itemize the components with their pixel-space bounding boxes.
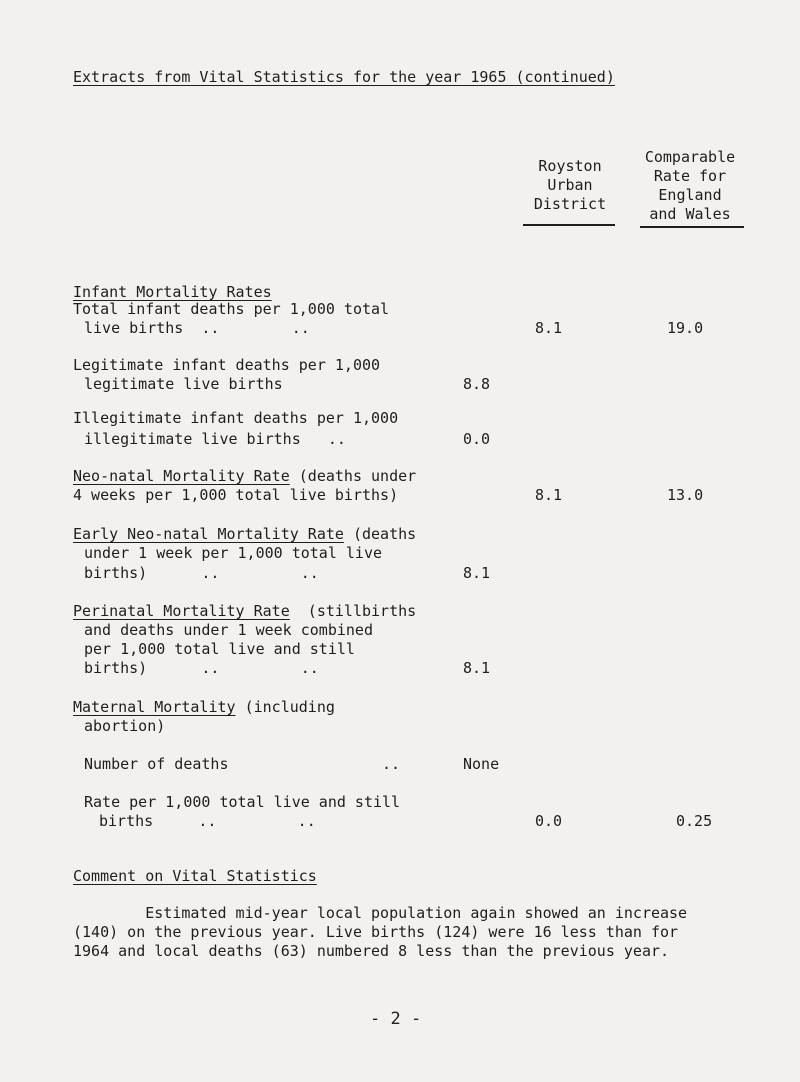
value-legitimate: 8.8	[463, 375, 491, 393]
row-label-maternal-text: (including	[235, 698, 335, 716]
row-heading-early-neo-natal: Early Neo-natal Mortality Rate	[73, 525, 344, 543]
column-header-national-line: and Wales	[649, 205, 731, 223]
column-header-local-rule	[523, 224, 615, 226]
row-label-neo-natal	[73, 467, 416, 486]
row-label-perinatal: births) .. ..	[84, 659, 319, 677]
row-label-legitimate: Legitimate infant deaths per 1,000	[73, 356, 381, 374]
value-perinatal: 8.1	[463, 659, 491, 677]
row-label-maternal: abortion)	[84, 717, 166, 735]
value-local-total-infant: 8.1	[535, 319, 563, 337]
column-header-local-line: Urban	[547, 176, 593, 194]
row-label-total-infant: live births .. ..	[84, 319, 310, 337]
row-label-total-infant: Total infant deaths per 1,000 total	[73, 300, 390, 318]
value-national-rate-per-1000: 0.25	[676, 812, 713, 830]
row-label-rate-per-1000: births .. ..	[99, 812, 316, 830]
row-label-neo-natal: 4 weeks per 1,000 total live births)	[73, 486, 399, 504]
value-national-total-infant: 19.0	[667, 319, 704, 337]
value-early-neo-natal: 8.1	[463, 564, 491, 582]
value-number-of-deaths: None	[463, 755, 500, 773]
column-header-national-rule	[640, 226, 744, 228]
column-header-national-line: England	[658, 186, 722, 204]
column-header-local-line: District	[533, 195, 607, 213]
row-label-legitimate: legitimate live births	[84, 375, 283, 393]
section-heading-infant-mortality: Infant Mortality Rates	[73, 283, 272, 301]
row-label-early-neo-natal: births) .. ..	[84, 564, 319, 582]
row-label-illegitimate: Illegitimate infant deaths per 1,000	[73, 409, 399, 427]
value-illegitimate: 0.0	[463, 430, 491, 448]
value-local-neo-natal: 8.1	[535, 486, 563, 504]
column-header-national-line: Comparable	[644, 148, 736, 166]
row-label-early-neo-natal	[73, 525, 416, 544]
page-title: Extracts from Vital Statistics for the year 1965 (continued)	[73, 68, 615, 86]
row-label-neo-natal-text: (deaths under	[289, 467, 417, 485]
comment-heading: Comment on Vital Statistics	[73, 867, 317, 885]
row-label-rate-per-1000: Rate per 1,000 total live and still	[84, 793, 401, 811]
column-header-local-line: Royston	[538, 157, 602, 175]
row-label-illegitimate: illegitimate live births ..	[84, 430, 346, 448]
comment-paragraph-line: (140) on the previous year. Live births (124) were 16 less than for	[73, 923, 679, 941]
column-header-national-line: Rate for	[653, 167, 727, 185]
row-label-perinatal: and deaths under 1 week combined	[84, 621, 373, 639]
row-label-maternal	[73, 698, 335, 717]
row-label-perinatal: per 1,000 total live and still	[84, 640, 355, 658]
row-label-early-neo-natal-text: (deaths	[343, 525, 417, 543]
value-local-rate-per-1000: 0.0	[535, 812, 563, 830]
row-label-number-of-deaths: Number of deaths ..	[84, 755, 401, 773]
row-label-perinatal	[73, 602, 416, 621]
comment-paragraph-line: 1964 and local deaths (63) numbered 8 less than the previous year.	[73, 942, 670, 960]
comment-paragraph-line: Estimated mid-year local population again showed an increase	[73, 904, 688, 922]
row-heading-perinatal: Perinatal Mortality Rate	[73, 602, 290, 620]
value-national-neo-natal: 13.0	[667, 486, 704, 504]
page-number: - 2 -	[370, 1009, 422, 1029]
row-label-perinatal-text: (stillbirths	[289, 602, 417, 620]
row-heading-maternal: Maternal Mortality	[73, 698, 236, 716]
row-label-early-neo-natal: under 1 week per 1,000 total live	[84, 544, 383, 562]
row-heading-neo-natal: Neo-natal Mortality Rate	[73, 467, 290, 485]
